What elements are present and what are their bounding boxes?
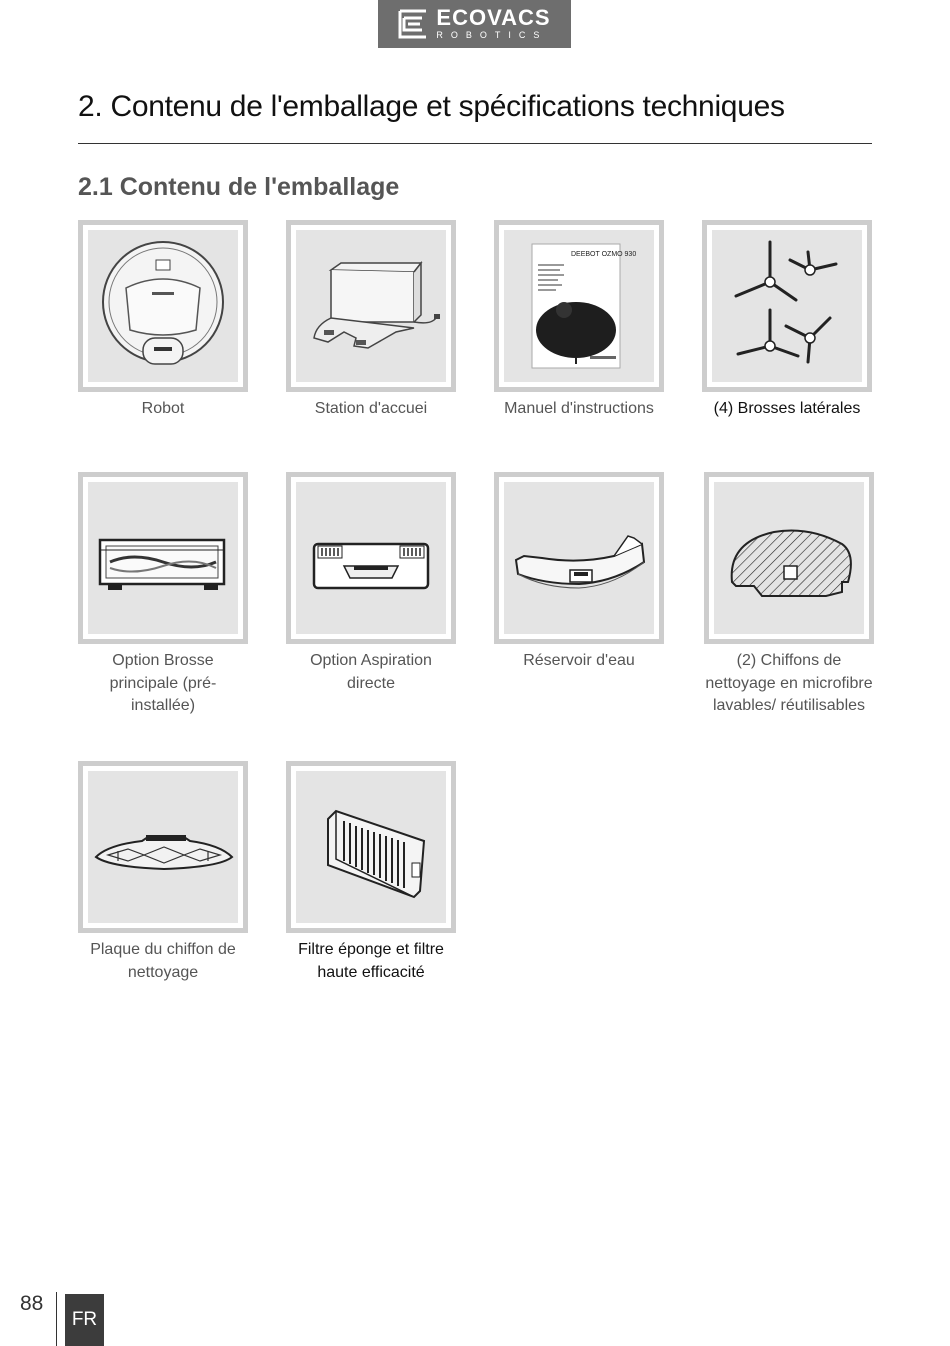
footer-divider bbox=[56, 1292, 57, 1346]
item-label: Option Aspiration directe bbox=[310, 652, 432, 692]
item-image-frame bbox=[702, 220, 872, 392]
item-image-frame bbox=[494, 472, 664, 644]
item-label: Plaque du chiffon de nettoyage bbox=[90, 941, 236, 981]
package-item-robot bbox=[78, 220, 248, 421]
water-tank-icon bbox=[504, 482, 654, 634]
package-item-filter bbox=[286, 761, 456, 984]
mop-cloth-icon bbox=[714, 482, 864, 634]
logo-sub: ROBOTICS bbox=[436, 30, 548, 40]
item-image-frame bbox=[704, 472, 874, 644]
item-image-frame bbox=[286, 761, 456, 933]
item-label: Manuel d'instructions bbox=[504, 400, 654, 417]
item-image-frame bbox=[286, 472, 456, 644]
item-image-frame bbox=[78, 472, 248, 644]
package-item-suction-option bbox=[286, 472, 456, 695]
suction-option-icon bbox=[296, 482, 446, 634]
ecovacs-logo bbox=[378, 0, 571, 48]
language-badge: FR bbox=[65, 1294, 104, 1346]
package-item-water-tank bbox=[494, 472, 664, 673]
package-item-side-brushes bbox=[702, 220, 872, 421]
package-item-manual bbox=[494, 220, 664, 421]
main-brush-icon bbox=[88, 482, 238, 634]
item-label: Station d'accuei bbox=[314, 400, 428, 417]
item-label: Filtre éponge et filtre haute efficacité bbox=[298, 941, 444, 981]
package-item-mop-cloths bbox=[704, 472, 874, 718]
page-title: 2. Contenu de l'emballage et spécifications techniques bbox=[78, 90, 785, 123]
charging-dock-icon bbox=[296, 230, 446, 382]
side-brushes-icon bbox=[712, 230, 862, 382]
item-image-frame bbox=[286, 220, 456, 392]
logo-brand: ECOVACS bbox=[436, 5, 551, 30]
package-item-charging-dock bbox=[286, 220, 456, 421]
item-image-frame bbox=[78, 761, 248, 933]
item-image-frame bbox=[78, 220, 248, 392]
manual-icon bbox=[504, 230, 654, 382]
section-title: 2.1 Contenu de l'emballage bbox=[78, 173, 400, 201]
ecovacs-logo-icon bbox=[398, 8, 428, 40]
title-divider bbox=[78, 143, 872, 144]
package-item-main-brush bbox=[78, 472, 248, 718]
manual-model-text: DEEBOT OZMO 930 bbox=[571, 251, 637, 258]
item-label: Option Brosse principale (pré-installée) bbox=[109, 652, 217, 714]
mop-plate-icon bbox=[88, 771, 238, 923]
robot-icon bbox=[88, 230, 238, 382]
filter-icon bbox=[296, 771, 446, 923]
item-label: (2) Chiffons de nettoyage en microfibre lavables/ réutilisables bbox=[705, 652, 873, 714]
item-image-frame bbox=[494, 220, 664, 392]
package-item-mop-plate bbox=[78, 761, 248, 984]
item-label: (4) Brosses latérales bbox=[713, 400, 861, 417]
page-number: 88 bbox=[20, 1292, 44, 1315]
item-label: Robot bbox=[141, 400, 185, 417]
item-label: Réservoir d'eau bbox=[523, 652, 635, 669]
